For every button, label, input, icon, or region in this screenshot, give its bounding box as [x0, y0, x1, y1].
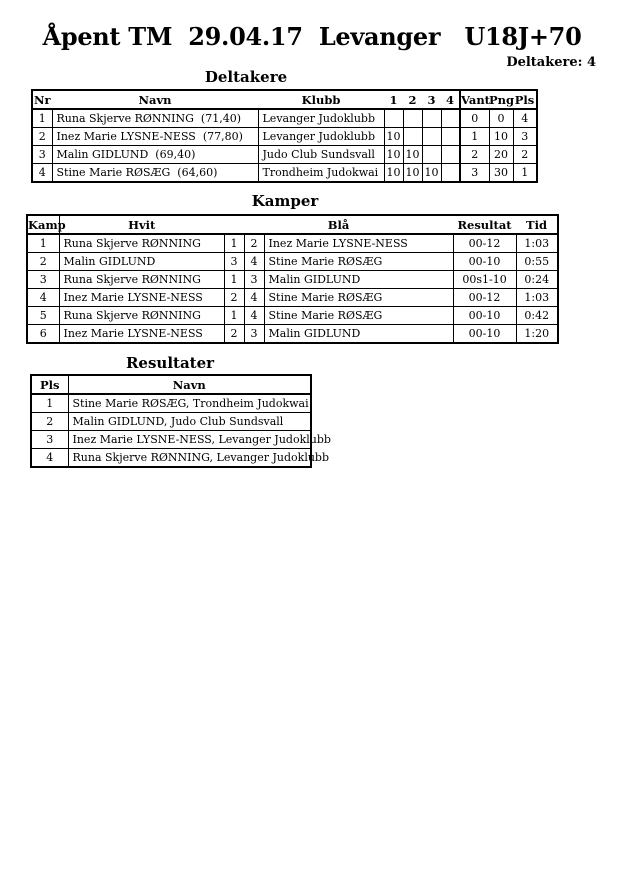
- cell: 10: [384, 164, 403, 183]
- cell: 30: [489, 164, 513, 183]
- cell: 00-10: [453, 325, 516, 344]
- cell: 0: [460, 109, 489, 128]
- cell: 0:42: [516, 307, 558, 325]
- cell: 1:03: [516, 289, 558, 307]
- table-row: [31, 431, 311, 449]
- cell: 6: [27, 325, 59, 344]
- cell: 4: [513, 109, 537, 128]
- cell: Trondheim Judokwai: [258, 164, 384, 183]
- cell: Stine Marie RØSÆG: [264, 289, 453, 307]
- cell: [422, 128, 441, 146]
- cell: Runa Skjerve RØNNING, Levanger Judoklubb: [68, 449, 311, 468]
- deltakere-table: [31, 89, 538, 183]
- page-title: Åpent TM 29.04.17 Levanger U18J+70: [42, 22, 582, 51]
- cell: Pls: [513, 90, 537, 109]
- cell: [441, 146, 460, 164]
- cell: 1:03: [516, 234, 558, 253]
- cell: 4: [441, 90, 460, 109]
- cell: Nr: [32, 90, 52, 109]
- cell: 2: [224, 289, 244, 307]
- cell: Inez Marie LYSNE-NESS, Levanger Judoklubb: [68, 431, 311, 449]
- section-title-resultater: Resultater: [125, 354, 215, 372]
- cell: Png: [489, 90, 513, 109]
- cell: Navn: [52, 90, 258, 109]
- cell: Runa Skjerve RØNNING: [59, 234, 224, 253]
- cell: Stine Marie RØSÆG: [264, 253, 453, 271]
- cell: Levanger Judoklubb: [258, 128, 384, 146]
- cell: [441, 109, 460, 128]
- table-row: [27, 234, 558, 253]
- table-row: [27, 289, 558, 307]
- section-title-deltakere: Deltakere: [204, 68, 288, 86]
- cell: 1:20: [516, 325, 558, 344]
- cell: 10: [403, 146, 422, 164]
- cell: 10: [422, 164, 441, 183]
- cell: 0:24: [516, 271, 558, 289]
- cell: Kamp: [27, 215, 59, 234]
- cell: 2: [32, 128, 52, 146]
- cell: 4: [244, 307, 264, 325]
- cell: 4: [32, 164, 52, 183]
- cell: 20: [489, 146, 513, 164]
- cell: Malin GIDLUND: [59, 253, 224, 271]
- table-row: [31, 449, 311, 468]
- cell: 1: [460, 128, 489, 146]
- cell: 10: [384, 146, 403, 164]
- cell: 3: [224, 253, 244, 271]
- cell: [403, 109, 422, 128]
- cell: Tid: [516, 215, 558, 234]
- cell: 2: [224, 325, 244, 344]
- cell: 4: [31, 449, 68, 468]
- cell: 3: [460, 164, 489, 183]
- table-row: [31, 413, 311, 431]
- cell: Inez Marie LYSNE-NESS: [59, 289, 224, 307]
- table-row: [32, 109, 537, 128]
- cell: Malin GIDLUND: [264, 325, 453, 344]
- cell: Resultat: [453, 215, 516, 234]
- cell: 4: [27, 289, 59, 307]
- cell: 3: [31, 431, 68, 449]
- cell: 1: [513, 164, 537, 183]
- cell: [422, 109, 441, 128]
- cell: Judo Club Sundsvall: [258, 146, 384, 164]
- cell: 1: [27, 234, 59, 253]
- cell: 2: [460, 146, 489, 164]
- table-row: [31, 375, 311, 394]
- cell: Stine Marie RØSÆG: [264, 307, 453, 325]
- cell: 0:55: [516, 253, 558, 271]
- kamper-table-header: [27, 215, 558, 234]
- cell: [441, 164, 460, 183]
- kamper-table-body: [27, 234, 558, 343]
- table-row: [31, 394, 311, 413]
- cell: 00s1-10: [453, 271, 516, 289]
- cell: 00-10: [453, 253, 516, 271]
- cell: 1: [384, 90, 403, 109]
- cell: Pls: [31, 375, 68, 394]
- cell: 00-12: [453, 289, 516, 307]
- kamper-table: [26, 214, 559, 344]
- cell: Blå: [224, 215, 453, 234]
- cell: 10: [384, 128, 403, 146]
- cell: Hvit: [59, 215, 224, 234]
- cell: Malin GIDLUND, Judo Club Sundsvall: [68, 413, 311, 431]
- cell: Navn: [68, 375, 311, 394]
- table-row: [27, 215, 558, 234]
- table-row: [27, 325, 558, 344]
- cell: 3: [32, 146, 52, 164]
- cell: [441, 128, 460, 146]
- cell: Malin GIDLUND: [264, 271, 453, 289]
- cell: 5: [27, 307, 59, 325]
- cell: 3: [27, 271, 59, 289]
- resultater-table: [30, 374, 331, 468]
- cell: Stine Marie RØSÆG, Trondheim Judokwai: [68, 394, 311, 413]
- table-row: [32, 146, 537, 164]
- deltakere-table-header: [32, 90, 537, 109]
- cell: 0: [489, 109, 513, 128]
- cell: 00-10: [453, 307, 516, 325]
- cell: [384, 109, 403, 128]
- cell: Inez Marie LYSNE-NESS: [264, 234, 453, 253]
- cell: 1: [32, 109, 52, 128]
- cell: Runa Skjerve RØNNING (71,40): [52, 109, 258, 128]
- cell: Runa Skjerve RØNNING: [59, 271, 224, 289]
- resultater-table-body: [31, 394, 331, 467]
- cell: Klubb: [258, 90, 384, 109]
- resultater-table-header: [31, 375, 311, 394]
- cell: 10: [489, 128, 513, 146]
- table-row: [27, 253, 558, 271]
- cell: 10: [403, 164, 422, 183]
- table-row: [32, 128, 537, 146]
- table-row: [27, 307, 558, 325]
- cell: Runa Skjerve RØNNING: [59, 307, 224, 325]
- cell: 4: [244, 253, 264, 271]
- cell: 2: [244, 234, 264, 253]
- table-row: [32, 90, 537, 109]
- cell: 3: [513, 128, 537, 146]
- table-row: [27, 271, 558, 289]
- cell: 1: [224, 271, 244, 289]
- table-row: [32, 164, 537, 183]
- deltakere-table-body: [32, 109, 537, 182]
- cell: 4: [244, 289, 264, 307]
- cell: Malin GIDLUND (69,40): [52, 146, 258, 164]
- cell: Vant: [460, 90, 489, 109]
- cell: Inez Marie LYSNE-NESS: [59, 325, 224, 344]
- cell: 2: [31, 413, 68, 431]
- cell: 2: [27, 253, 59, 271]
- cell: 1: [31, 394, 68, 413]
- cell: 3: [244, 271, 264, 289]
- cell: Levanger Judoklubb: [258, 109, 384, 128]
- participants-count: Deltakere: 4: [506, 55, 596, 70]
- cell: Stine Marie RØSÆG (64,60): [52, 164, 258, 183]
- cell: 3: [422, 90, 441, 109]
- cell: [422, 146, 441, 164]
- cell: Inez Marie LYSNE-NESS (77,80): [52, 128, 258, 146]
- cell: [403, 128, 422, 146]
- cell: 3: [244, 325, 264, 344]
- cell: 2: [403, 90, 422, 109]
- section-title-kamper: Kamper: [251, 192, 319, 210]
- cell: 2: [513, 146, 537, 164]
- cell: 1: [224, 234, 244, 253]
- cell: 1: [224, 307, 244, 325]
- cell: 00-12: [453, 234, 516, 253]
